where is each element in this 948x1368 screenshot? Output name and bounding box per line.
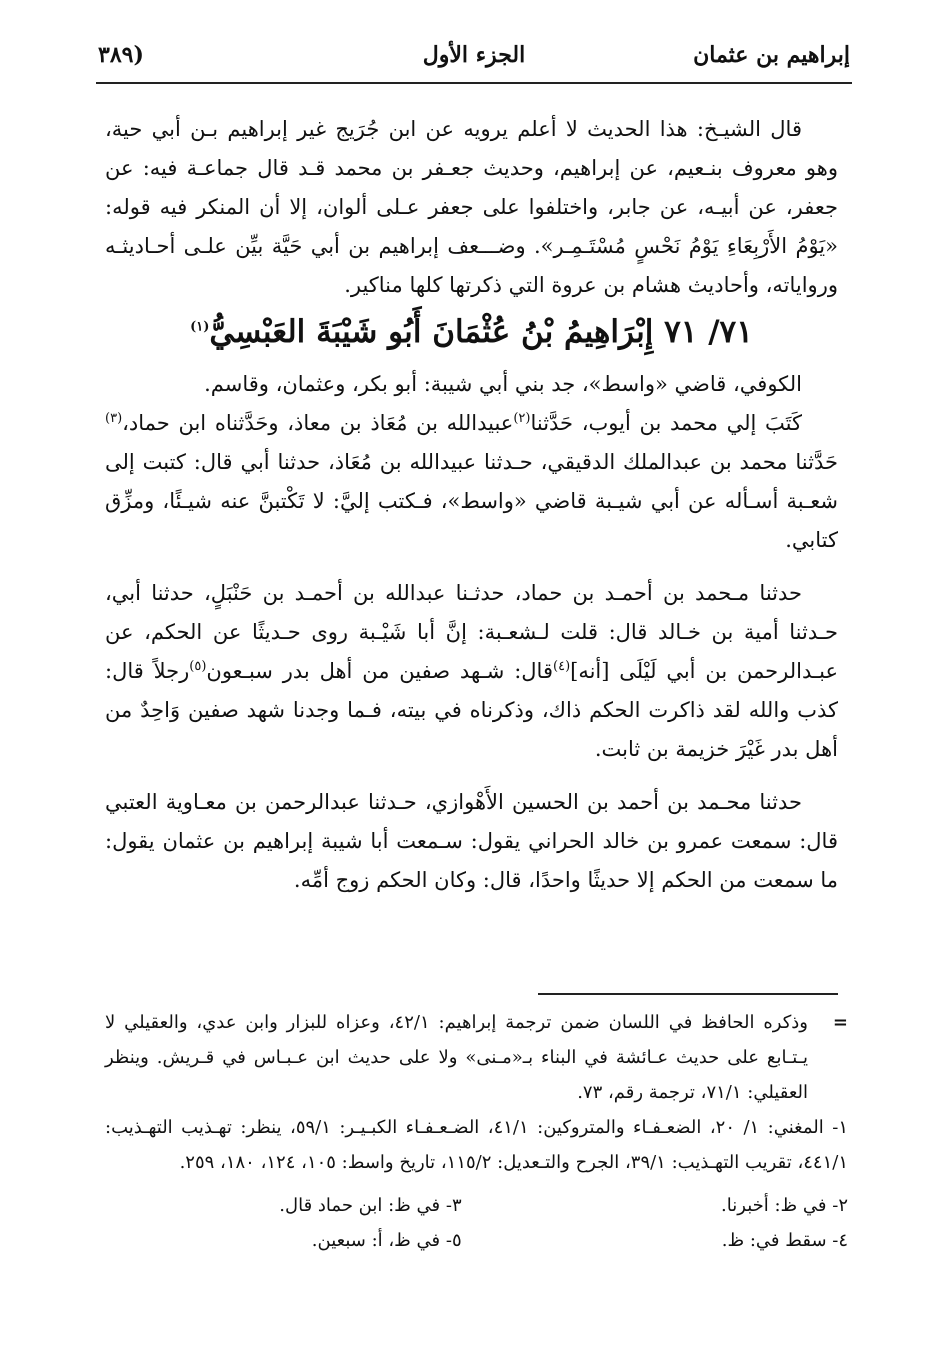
footnote-row-1 (105, 1188, 848, 1223)
page-number: (٣٨٩ (98, 42, 144, 68)
paragraph-3-part-a: كَتَبَ إلي محمد بن أيوب، حَدَّثنا (530, 411, 802, 435)
paragraph-5: حدثنا محـمد بن أحمد بن الحسين الأَهْوازي، حـدثنا عبدالرحمن بن معـاوية العتبي قال: سمعت عمرو بن خالد الحراني يقول: سـمعت أبا شيبة إبراهيم بن عثمان يقول: ما سمعت من الحكم إلا حديثًا واحدًا، قال: وكان الحكم زوج أمِّه. (105, 790, 838, 892)
paragraph-2: الكوفي، قاضي «واسط»، جد بني أبي شيبة: أبو بكر، وعثمان، وقاسم. (204, 372, 802, 396)
footnote-ref-3: (٣) (105, 411, 123, 426)
entry-heading (105, 307, 838, 357)
header-rule (96, 82, 852, 84)
footnote-continued-text: وذكره الحافظ في اللسان ضمن ترجمة إبراهيم: ٤٢/١، وعزاه للبزار وابن عدي، والعقيلي لا يـتـابع على حديث عـائشة في البناء بـ«مـنى» ولا على حديث ابن عـبـاس في قـريش. وينظر العقيلي: ٧١/١، ترجمة رقم، ٧٣. (105, 1012, 808, 1103)
paragraph-3-part-b: عبيدالله بن مُعَاذ بن معاذ، وحَدَّثناه ابن حماد، (122, 411, 514, 435)
entry-heading-text: ٧١/ ٧١ إِبْرَاهِيمُ بْنُ عُثْمَانَ أَبُو شَيْبَةَ العَبْسِيُّ (209, 314, 753, 350)
footnote-ref-5: (٥) (189, 659, 207, 674)
main-text (105, 110, 838, 900)
paragraph-4 (105, 574, 838, 769)
continuation-marker: = (832, 1012, 848, 1033)
paragraph-3-part-c: حَدَّثنا محمد بن عبدالملك الدقيقي، حـدثنا عبيدالله بن مُعَاذ، حدثنا أبي قال: كتبت إلى شعـبة أسـأله عن أبي شيـبة قاضي «واسط»، فـكتب إليَّ: لا تَكْتبنَّ عنه شيـئًا، ومزِّق كتابي. (105, 450, 838, 552)
footnote-ref-4: (٤) (553, 659, 571, 674)
running-title: إبراهيم بن عثمان (693, 42, 850, 68)
footnote-ref-1: (١) (190, 319, 210, 335)
footnote-5: ٥- في ظ، أ: سبعين. (311, 1230, 462, 1251)
footnote-continued (105, 1005, 848, 1110)
footnote-row-2 (105, 1223, 848, 1258)
footnotes (105, 1005, 848, 1258)
paragraph-4-part-c: رجلاً قال: كذب والله لقد ذاكرت الحكم ذاك، وذكرناه في بيته، فـما وجدنا شهد صفين وَاحِدٌ من أهل بدر غَيْرَ خزيمة بن ثابت. (105, 659, 838, 761)
footnote-3: ٣- في ظ: ابن حماد قال. (279, 1195, 462, 1216)
volume-label: الجزء الأول (422, 42, 526, 68)
page-header (96, 38, 852, 78)
footnote-separator (538, 993, 838, 995)
paragraph-3 (105, 404, 838, 560)
footnote-1: ١- المغني: ١/ ٢٠، الضعـفـاء والمتروكين: ٤١/١، الضـعـفـاء الكبـيـر: ٥٩/١، ينظر: تهـذيب التهـذيب: ٤٤١/١، تقريب التهـذيب: ٣٩/١، الجرح والتـعديل: ١١٥/٢، تاريخ واسط: ١٠٥، ١٢٤، ١٨٠، ٢٥٩. (105, 1117, 848, 1173)
footnote-2: ٢- في ظ: أخبرنا. (721, 1195, 848, 1216)
paragraph-4-part-b: قال: شـهد صفين من أهل بدر سبـعون (206, 659, 553, 683)
paragraph-4-part-a: حدثنا مـحمد بن أحمـد بن حماد، حدثـنا عبدالله بن أحمـد بن حَنْبَلٍ، حدثنا أبي، حـدثنا أمية بن خـالد قال: قلت لـشعـبة: إنَّ أبا شَيْـبة روى حـديثًا عن الحكم، عن عبـدالرحمن بن أبي لَيْلَى [أنه] (105, 581, 838, 683)
footnote-4: ٤- سقط في: ظ. (721, 1230, 848, 1251)
paragraph-1: قال الشيـخ: هذا الحديث لا أعلم يرويه عن ابن جُرَيج غير إبراهيم بـن أبي حية، وهو معروف بنـعيم، عن إبراهيم، وحديث جعـفر بن محمد قـد قال جماعـة فيه: عن جعفر، عن أبيـه، عن جابر، واختلفوا على جعفر عـلى ألوان، إلا أن المنكر فيه قوله: «يَوْمُ الأَرْبِعَاءِ يَوْمُ نَحْسٍ مُسْتَـمِـر». وضـــعف إبراهيم بن أبي حَيَّة بيِّن علـى أحـاديثـه ورواياته، وأحاديث هشام بن عروة التي ذكرتها كلها مناكير. (105, 117, 838, 297)
footnote-ref-2: (٢) (513, 411, 531, 426)
